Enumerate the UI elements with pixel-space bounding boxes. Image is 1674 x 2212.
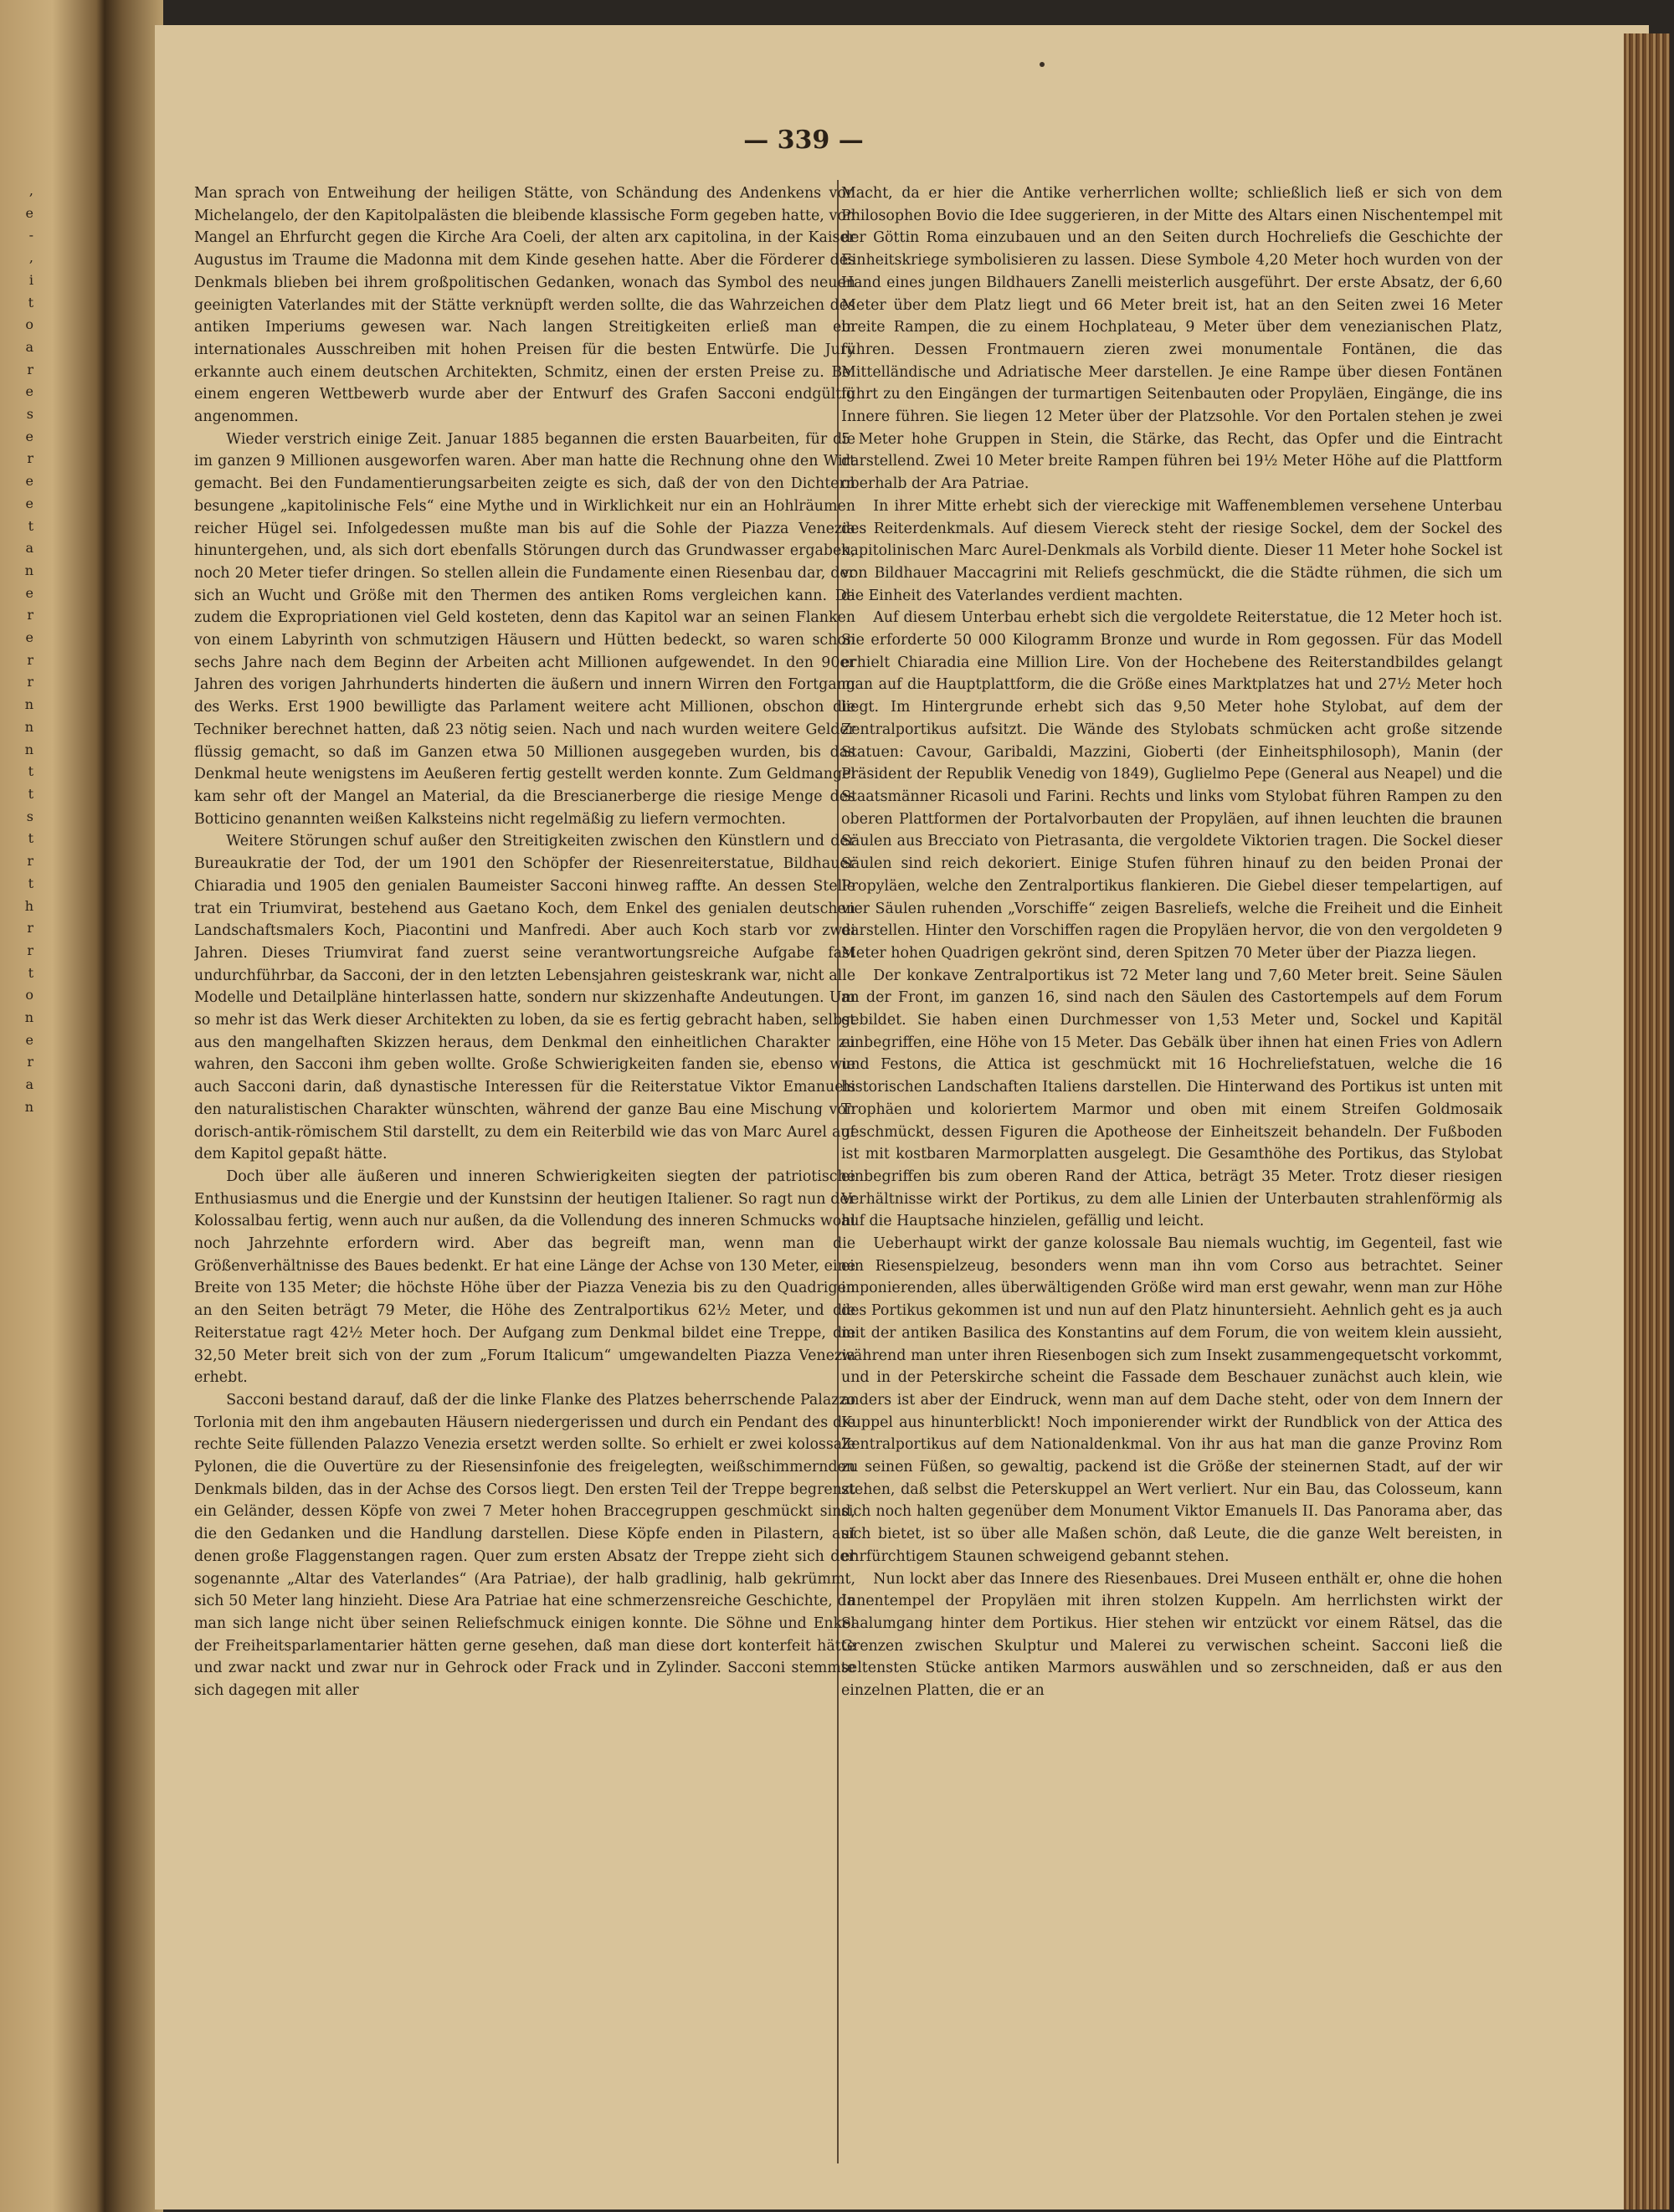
margin-fragment: a: [25, 338, 33, 355]
paragraph: Macht, da er hier die Antike verherrlichen wollte; schließlich ließ er sich von dem Philosophen Bovio die Idee suggerieren, in der Mitte des Altars einen Nischentempel mit der Göttin Roma einzubauen und an den Seiten durch Hochreliefs die Geschichte der Einheitskriege symbolisieren zu lassen. Diese Symbole 4,20 Meter hoch wurden von der Hand eines jungen Bildhauers Zanelli meisterlich ausgeführt. Der erste Absatz, der 6,60 Meter über dem Platz liegt und 66 Meter breit ist, hat an den Seiten zwei 16 Meter breite Rampen, die zu einem Hochplateau, 9 Meter über dem venezianischen Platz, führen. Dessen Frontmauern zieren zwei monumentale Fontänen, die das Mittelländische und Adriatische Meer darstellen. Je eine Rampe über diesen Fontänen führt zu den Eingängen der turmartigen Seitenbauten oder Propyläen, Eingänge, die ins Innere führen. Sie liegen 12 Meter über der Platzsohle. Vor den Portalen stehen je zwei 5 Meter hohe Gruppen in Stein, die Stärke, das Recht, das Opfer und die Eintracht darstellend. Zwei 10 Meter breite Rampen führen bei 19½ Meter Höhe auf die Plattform oberhalb der Ara Patriae.: [841, 185, 1502, 493]
margin-fragment: t: [28, 763, 33, 780]
margin-fragment: r: [27, 942, 33, 958]
margin-fragment: t: [28, 830, 33, 847]
margin-fragment: n: [24, 741, 33, 757]
margin-fragment: o: [25, 987, 33, 1003]
paragraph: In ihrer Mitte erhebt sich der viereckige mit Waffenemblemen versehene Unterbau des Reiterdenkmals. Auf diesem Viereck steht der riesige Sockel, dem der Sockel des kapitolinischen Marc Aurel-Denkmals als Vorbild diente. Dieser 11 Meter hohe Sockel ist von Bildhauer Maccagrini mit Reliefs geschmückt, die die Städte rühmen, die sich um die Einheit des Vaterlandes verdient machten.: [841, 497, 1502, 604]
facing-page-text-fragments: [0, 180, 33, 2189]
ink-spot: [1040, 62, 1045, 67]
paragraph: Ueberhaupt wirkt der ganze kolossale Bau niemals wuchtig, im Gegenteil, fast wie ein Riesenspielzeug, besonders wenn man ihn vom Corso aus betrachtet. Seiner imponierenden, alles überwältigenden Größe wird man erst gewahr, wenn man zur Höhe des Portikus gekommen ist und nun auf den Platz hinuntersieht. Aehnlich geht es ja auch mit der antiken Basilica des Konstantins auf dem Forum, die von weitem klein aussieht, während man unter ihren Riesenbogen sich zum Insekt zusammengequetscht vorkommt, und in der Peterskirche scheint die Fassade dem Beschauer zunächst auch klein, wie anders ist aber der Eindruck, wenn man auf dem Dache steht, oder von dem Innern der Kuppel aus hinunterblickt! Noch imponierender wirkt der Rundblick von der Attica des Zentralportikus auf dem Nationaldenkmal. Von ihr aus hat man die ganze Provinz Rom zu seinen Füßen, so gewaltig, packend ist die Größe der steinernen Stadt, auf der wir stehen, daß selbst die Peterskuppel an Wert verliert. Nur ein Bau, das Colosseum, kann sich noch halten gegenüber dem Monument Viktor Emanuels II. Das Panorama aber, das sich bietet, ist so über alle Maßen schön, daß Leute, die die ganze Welt bereisten, in ehrfürchtigem Staunen schweigend gebannt stehen.: [841, 1235, 1502, 1565]
margin-fragment: a: [25, 540, 33, 557]
margin-fragment: n: [24, 562, 33, 578]
margin-fragment: r: [27, 361, 33, 377]
margin-fragment: e: [25, 495, 33, 511]
margin-fragment: t: [28, 517, 33, 534]
margin-fragment: t: [28, 294, 33, 311]
paragraph: Doch über alle äußeren und inneren Schwierigkeiten siegten der patriotische Enthusiasmus und die Energie und der Kunstsinn der heutigen Italiener. So ragt nun der Kolossalbau fertig, wenn auch nur außen, da die Vollendung des inneren Schmucks wohl noch Jahrzehnte erfordern wird. Aber das begreift man, wenn man die Größenverhältnisse des Baues bedenkt. Er hat eine Länge der Achse von 130 Meter, eine Breite von 135 Meter; die höchste Höhe über der Piazza Venezia bis zu den Quadrigen an den Seiten beträgt 79 Meter, die Höhe des Zentralportikus 62½ Meter, und die Reiterstatue ragt 42½ Meter hoch. Der Aufgang zum Denkmal bildet eine Treppe, die 32,50 Meter breit sich von der zum „Forum Italicum“ umgewandelten Piazza Venezia erhebt.: [194, 1168, 855, 1387]
margin-fragment: o: [25, 316, 33, 333]
margin-fragment: s: [26, 406, 33, 423]
paragraph: Man sprach von Entweihung der heiligen Stätte, von Schändung des Andenkens von Michelangelo, der den Kapitolpalästen die bleibende klassische Form gegeben hatte, von Mangel an Ehrfurcht gegen die Kirche Ara Coeli, der alten arx capitolina, in der Kaiser Augustus im Traume die Madonna mit dem Kinde gesehen hatte. Aber die Förderer des Denkmals blieben bei ihrem großpolitischen Gedanken, wonach das Symbol des neuen geeinigten Vaterlandes mit der Stätte verknüpft werden sollte, die das Wahrzeichen des antiken Imperiums gewesen war. Nach langen Streitigkeiten erließ man ein internationales Ausschreiben mit hohen Preisen für die besten Entwürfe. Die Jury erkannte auch einem deutschen Architekten, Schmitz, einen der ersten Preise zu. Bei einem engeren Wettbewerb wurde aber der Entwurf des Grafen Sacconi endgültig angenommen.: [194, 185, 855, 426]
margin-fragment: t: [28, 964, 33, 981]
margin-fragment: e: [25, 584, 33, 601]
margin-fragment: ,: [28, 182, 33, 198]
margin-fragment: n: [24, 1009, 33, 1026]
margin-fragment: h: [24, 897, 33, 914]
margin-fragment: r: [27, 920, 33, 937]
paragraph: Auf diesem Unterbau erhebt sich die vergoldete Reiterstatue, die 12 Meter hoch ist. Sie erforderte 50 000 Kilogramm Bronze und wurde in Rom gegossen. Für das Modell erhielt Chiaradia eine Million Lire. Von der Hochebene des Reiterstandbildes gelangt man auf die Hauptplattform, die die Größe eines Marktplatzes hat und 27½ Meter hoch liegt. Im Hintergrunde erhebt sich das 9,50 Meter hohe Stylobat, auf dem der Zentralportikus aufsitzt. Die Wände des Stylobats schmücken acht große sitzende Statuen: Cavour, Garibaldi, Mazzini, Gioberti (der Einheitsphilosoph), Manin (der Präsident der Republik Venedig von 1849), Guglielmo Pepe (General aus Neapel) und die Staatsmänner Ricasoli und Farini. Rechts und links vom Stylobat führen Rampen zu den oberen Plattformen der Portalvorbauten der Propyläen, auf ihnen leuchten die braunen Säulen aus Brecciato von Pietrasanta, die vergoldete Viktorien tragen. Die Sockel dieser Säulen sind reich dekoriert. Einige Stufen führen hinauf zu den beiden Pronai der Propyläen, welche den Zentralportikus flankieren. Die Giebel dieser tempelartigen, auf vier Säulen ruhenden „Vorschiffe“ zeigen Basreliefs, welche die Freiheit und die Einheit darstellen. Hinter den Vorschiffen ragen die Propyläen hervor, die von den vergoldeten 9 Meter hohen Quadrigen gekrönt sind, deren Spitzen 70 Meter über der Piazza liegen.: [841, 609, 1502, 962]
margin-fragment: i: [28, 271, 33, 288]
right-column: [841, 182, 1502, 2158]
margin-fragment: r: [27, 607, 33, 624]
margin-fragment: r: [27, 450, 33, 467]
margin-fragment: e: [25, 1031, 33, 1048]
margin-fragment: e: [25, 204, 33, 221]
paragraph: Nun lockt aber das Innere des Riesenbaues. Drei Museen enthält er, ohne die hohen Innentempel der Propyläen mit ihren stolzen Kuppeln. Am herrlichsten wirkt der Saalumgang hinter dem Portikus. Hier stehen wir entzückt vor einem Rätsel, das die Grenzen zwischen Skulptur und Malerei zu verwischen scheint. Sacconi ließ die seltensten Stücke antiken Marmors auswählen und so zerschneiden, daß er aus den einzelnen Platten, die er an: [841, 1570, 1502, 1700]
margin-fragment: a: [25, 1076, 33, 1093]
paragraph: Sacconi bestand darauf, daß der die linke Flanke des Platzes beherrschende Palazzo Torlonia mit den ihm angebauten Häusern niedergerissen und durch ein Pendant des die rechte Seite füllenden Palazzo Venezia ersetzt werden sollte. So erhielt er zwei kolossale Pylonen, die die Ouvertüre zu der Riesensinfonie des freigelegten, weißschimmernden Denkmals bilden, das in der Achse des Corsos liegt. Den ersten Teil der Treppe begrenzt ein Geländer, dessen Köpfe von zwei 7 Meter hohen Braccegruppen geschmückt sind, die den Gedanken und die Handlung darstellen. Diese Köpfe enden in Pilastern, auf denen große Flaggenstangen ragen. Quer zum ersten Absatz der Treppe zieht sich der sogenannte „Altar des Vaterlandes“ (Ara Patriae), der halb gradlinig, halb gekrümmt, sich 50 Meter lang hinzieht. Diese Ara Patriae hat eine schmerzensreiche Geschichte, da man sich lange nicht über seinen Reliefschmuck einigen konnte. Die Söhne und Enkel der Freiheitsparlamentarier hätten gerne gesehen, daß man diese dort konterfeit hätte und zwar nackt und zwar nur in Gehrock oder Frack und in Zylinder. Sacconi stemmte sich dagegen mit aller: [194, 1391, 855, 1700]
page-edges: [1624, 33, 1670, 2209]
margin-fragment: -: [28, 227, 33, 244]
margin-fragment: n: [24, 696, 33, 713]
margin-fragment: e: [25, 473, 33, 490]
paragraph: Weitere Störungen schuf außer den Streitigkeiten zwischen den Künstlern und der Bureaukratie der Tod, der um 1901 den Schöpfer der Riesenreiterstatue, Bildhauer Chiaradia und 1905 den genialen Baumeister Sacconi hinweg raffte. An dessen Stelle trat ein Triumvirat, bestehend aus Gaetano Koch, dem Enkel des genialen deutschen Landschaftsmalers Koch, Piacontini und Manfredi. Aber auch Koch starb vor zwei Jahren. Dieses Triumvirat fand zuerst seine verantwortungsreiche Aufgabe fast undurchführbar, da Sacconi, der in den letzten Lebensjahren geisteskrank war, nicht alle Modelle und Detailpläne hinterlassen hatte, sondern nur skizzenhafte Andeutungen. Um so mehr ist das Werk dieser Architekten zu loben, da sie es fertig gebracht haben, selbst aus den mangelhaften Skizzen heraus, dem Denkmal den einheitlichen Charakter zu wahren, den Sacconi ihm geben wollte. Große Schwierigkeiten fanden sie, ebenso wie auch Sacconi darin, daß dynastische Interessen für die Reiterstatue Viktor Emanuels den naturalistischen Charakter wünschten, während der ganze Bau eine Mischung von dorisch-antik-römischem Stil darstellt, zu dem ein Reiterbild wie das von Marc Aurel auf dem Kapitol gepaßt hätte.: [194, 833, 855, 1163]
margin-fragment: t: [28, 875, 33, 891]
margin-fragment: s: [26, 808, 33, 824]
left-column: [194, 182, 855, 2158]
margin-fragment: r: [27, 853, 33, 870]
margin-fragment: e: [25, 428, 33, 444]
paragraph: Wieder verstrich einige Zeit. Januar 1885 begannen die ersten Bauarbeiten, für die im ganzen 9 Millionen ausgeworfen waren. Aber man hatte die Rechnung ohne den Wirt gemacht. Bei den Fundamentierungsarbeiten zeigte es sich, daß der von den Dichtern besungene „kapitolinische Fels“ eine Mythe und in Wirklichkeit nur ein an Hohlräumen reicher Hügel sei. Infolgedessen mußte man bis auf die Sohle der Piazza Venezia hinuntergehen, und, als sich dort ebenfalls Störungen durch das Grundwasser ergaben, noch 20 Meter tiefer dringen. So stellen allein die Fundamente einen Riesenbau dar, der sich an Wucht und Größe mit den Thermen des antiken Roms vergleichen kann. Da zudem die Expropriationen viel Geld kosteten, denn das Kapitol war an seinen Flanken von einem Labyrinth von schmutzigen Häusern und Hütten bedeckt, so waren schon sechs Jahre nach dem Beginn der Arbeiten acht Millionen aufgewendet. In den 90er Jahren des vorigen Jahrhunderts hinderten die äußern und innern Wirren den Fortgang des Werks. Erst 1900 bewilligte das Parlament weitere acht Millionen, obschon die Techniker berechnet hatten, daß 23 nötig seien. Nach und nach wurden weitere Gelder flüssig gemacht, so daß im Ganzen etwa 50 Millionen ausgegeben wurden, bis das Denkmal heute wenigstens im Aeußeren fertig gestellt werden konnte. Zum Geldmangel kam sehr oft der Mangel an Material, da die Brescianerberge die riesige Menge des Botticino genannten weißen Kalksteins nicht regelmäßig zu liefern vermochten.: [194, 430, 855, 828]
margin-fragment: r: [27, 651, 33, 668]
margin-fragment: t: [28, 785, 33, 802]
margin-fragment: e: [25, 383, 33, 400]
margin-fragment: n: [24, 1098, 33, 1115]
page-number: — 339 —: [743, 126, 864, 155]
margin-fragment: n: [24, 718, 33, 735]
margin-fragment: r: [27, 1054, 33, 1070]
margin-fragment: ,: [28, 249, 33, 266]
margin-fragment: r: [27, 674, 33, 690]
paragraph: Der konkave Zentralportikus ist 72 Meter lang und 7,60 Meter breit. Seine Säulen an der Front, im ganzen 16, sind nach den Säulen des Castortempels auf dem Forum gebildet. Sie haben einen Durchmesser von 1,53 Meter und, Sockel und Kapitäl einbegriffen, eine Höhe von 15 Meter. Das Gebälk über ihnen hat einen Fries von Adlern und Festons, die Attica ist geschmückt mit 16 Hochreliefstatuen, welche die 16 historischen Landschaften Italiens darstellen. Die Hinterwand des Portikus ist unten mit Trophäen und koloriertem Marmor und oben mit einem Streifen Goldmosaik geschmückt, dessen Figuren die Apotheose der Einheitszeit behandeln. Der Fußboden ist mit kostbaren Marmorplatten ausgelegt. Die Gesamthöhe des Portikus, das Stylobat einbegriffen bis zum oberen Rand der Attica, beträgt 35 Meter. Trotz dieser riesigen Verhältnisse wirkt der Portikus, zu dem alle Linien der Unterbauten strahlenförmig als auf die Hauptsache hinzielen, gefällig und leicht.: [841, 967, 1502, 1230]
margin-fragment: e: [25, 629, 33, 646]
